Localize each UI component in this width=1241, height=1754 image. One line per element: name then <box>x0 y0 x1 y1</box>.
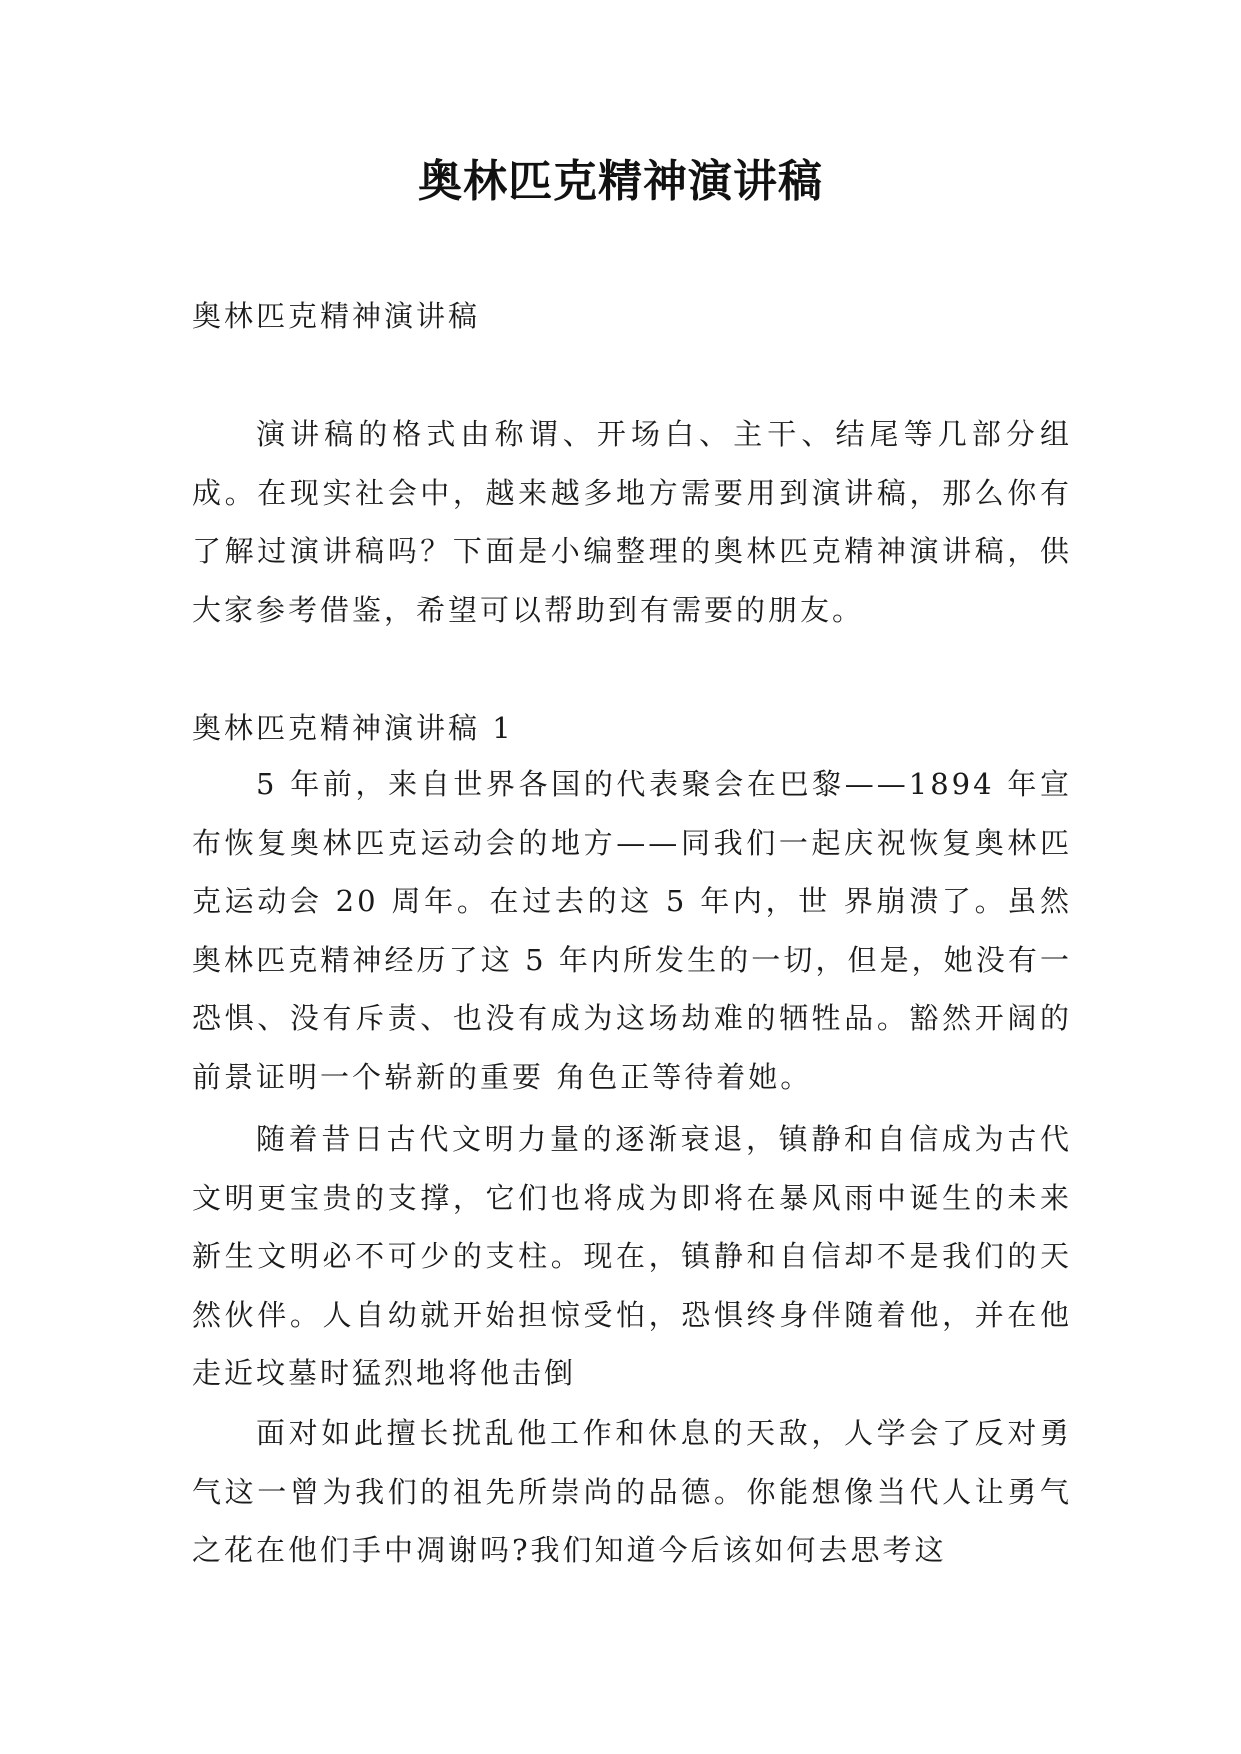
body-paragraph-1: 5 年前，来自世界各国的代表聚会在巴黎——1894 年宣布恢复奥林匹克运动会的地方——同我们一起庆祝恢复奥林匹克运动会 20 周年。在过去的这 5 年内，世 界崩溃了。虽然奥林匹克精神经历了这 5 年内所发生的一切，但是，她没有一恐惧、没有斥责、也没有成为这场劫难的牺牲品。豁然开阔的前景证明一个崭新的重要 角色正等待着她。 <box>192 767 1072 1094</box>
document-subtitle: 奥林匹克精神演讲稿 <box>192 299 481 333</box>
document-title: 奥林匹克精神演讲稿 <box>418 156 823 207</box>
section-heading: 奥林匹克精神演讲稿 1 <box>192 711 514 745</box>
intro-paragraph: 演讲稿的格式由称谓、开场白、主干、结尾等几部分组成。在现实社会中，越来越多地方需要用到演讲稿，那么你有了解过演讲稿吗？下面是小编整理的奥林匹克精神演讲稿，供大家参考借鉴，希望可以帮助到有需要的朋友。 <box>192 417 1072 627</box>
body-paragraph-3: 面对如此擅长扰乱他工作和休息的天敌，人学会了反对勇气这一曾为我们的祖先所崇尚的品德。你能想像当代人让勇气之花在他们手中凋谢吗?我们知道今后该如何去思考这 <box>192 1416 1072 1567</box>
body-paragraph-2: 随着昔日古代文明力量的逐渐衰退，镇静和自信成为古代文明更宝贵的支撑，它们也将成为即将在暴风雨中诞生的未来新生文明必不可少的支柱。现在，镇静和自信却不是我们的天然伙伴。人自幼就开始担惊受怕，恐惧终身伴随着他，并在他走近坟墓时猛烈地将他击倒 <box>192 1122 1072 1390</box>
